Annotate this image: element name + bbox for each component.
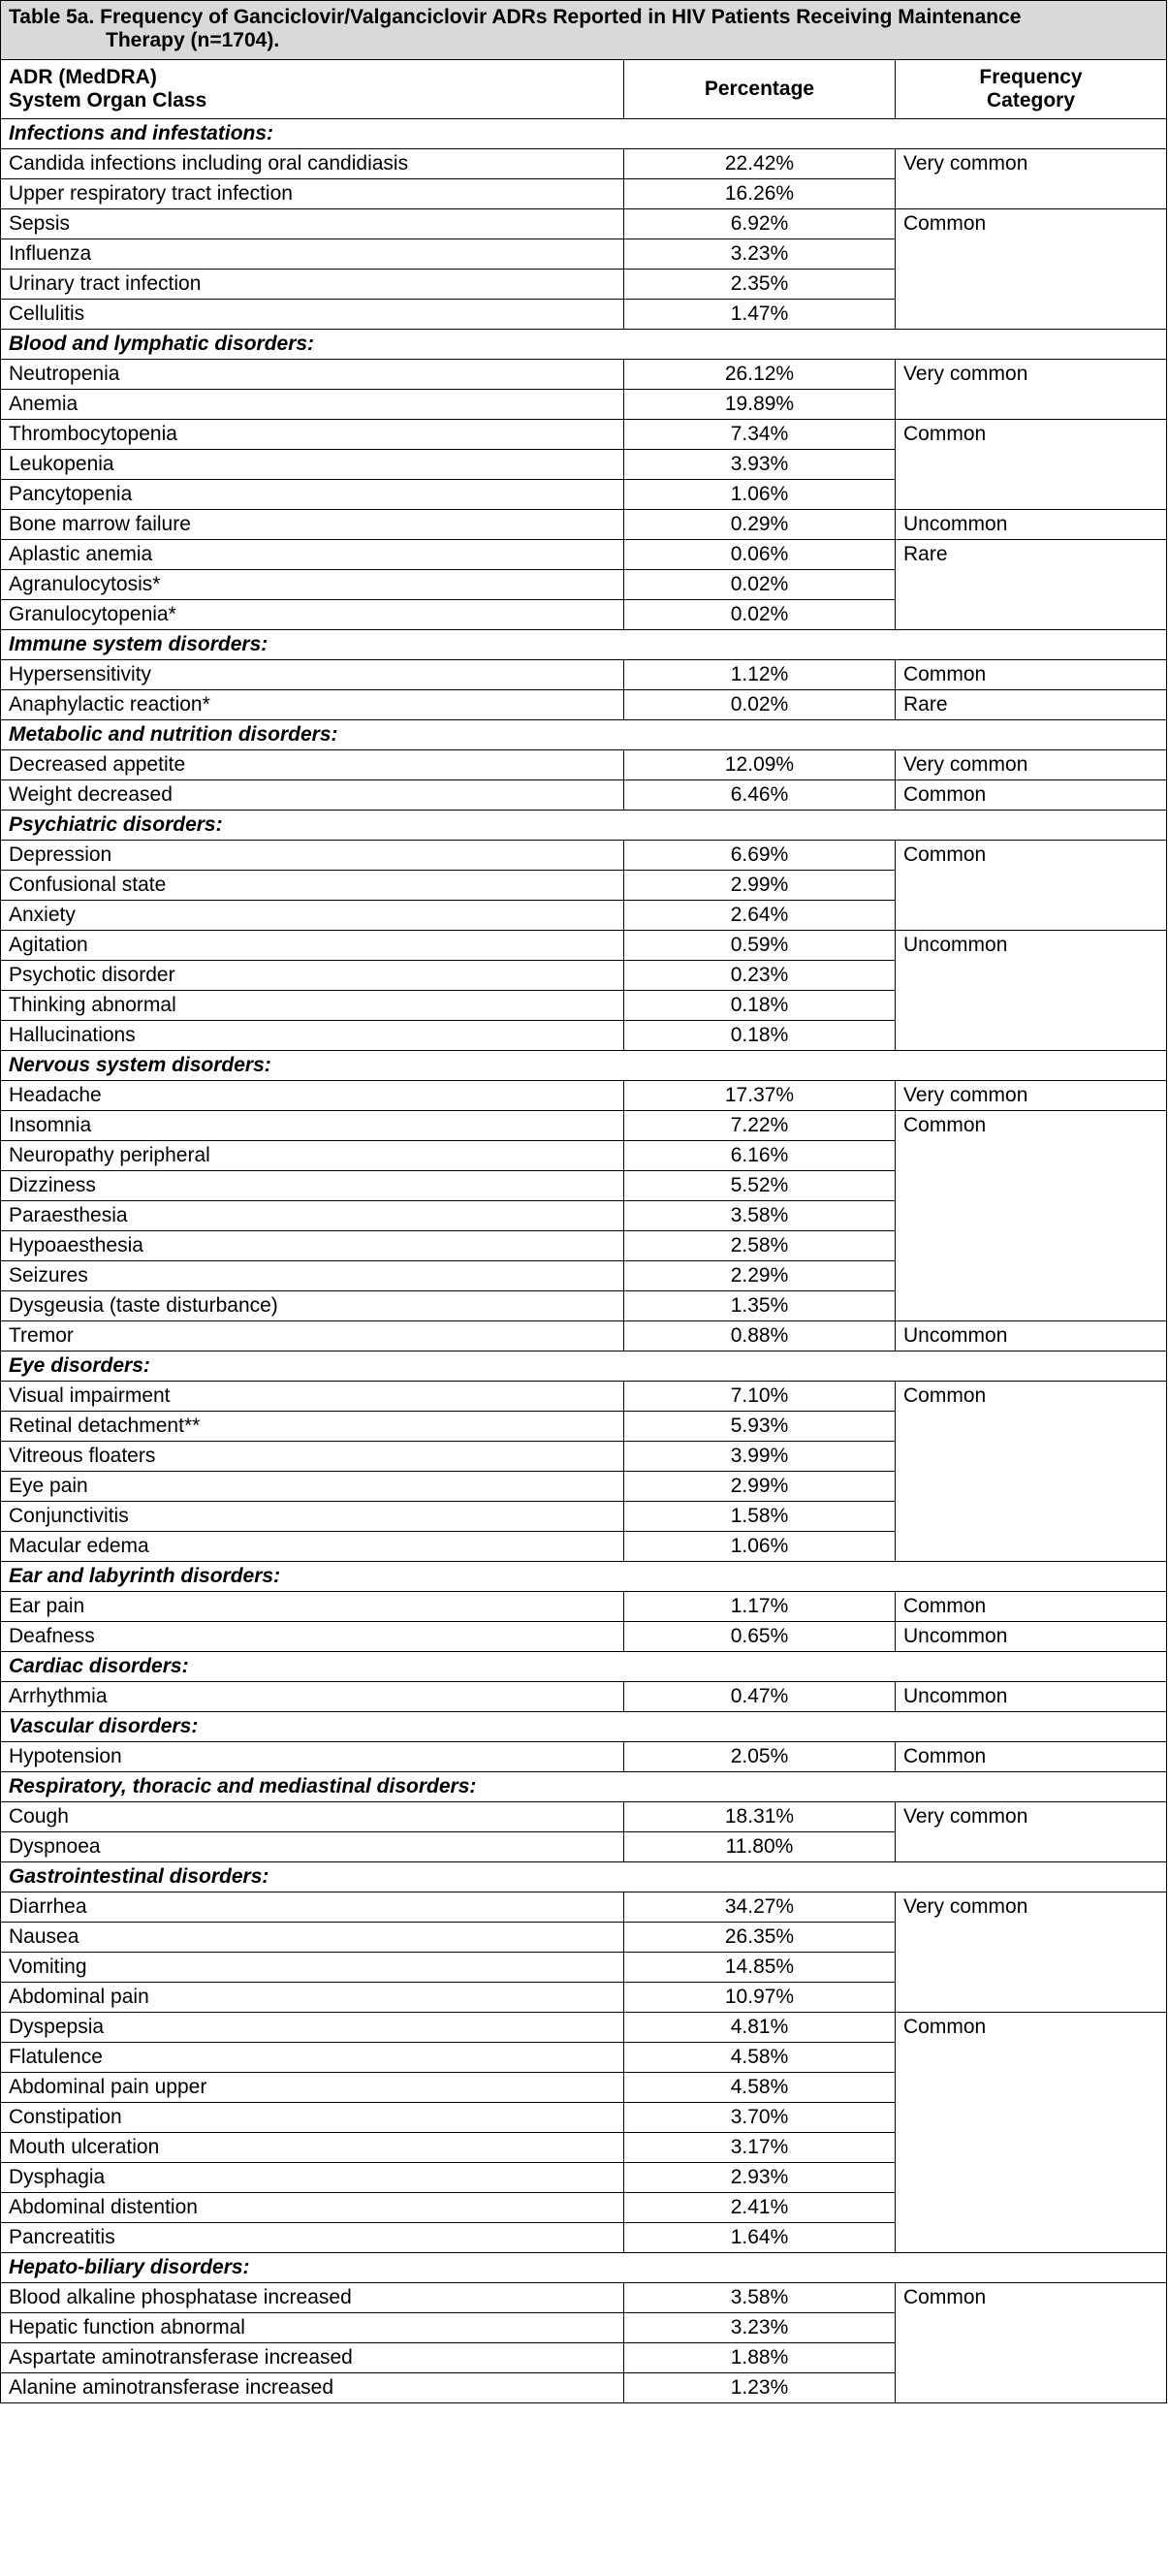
frequency-category-cell: Common — [896, 2283, 1167, 2403]
adr-name-cell: Diarrhea — [1, 1892, 624, 1923]
section-heading: Blood and lymphatic disorders: — [1, 330, 1167, 360]
frequency-category-cell: Common — [896, 841, 1167, 931]
percentage-cell: 6.69% — [624, 841, 896, 871]
frequency-category-cell: Common — [896, 1742, 1167, 1772]
section-heading: Metabolic and nutrition disorders: — [1, 720, 1167, 750]
frequency-category-cell: Uncommon — [896, 1682, 1167, 1712]
adr-name-cell: Agranulocytosis* — [1, 570, 624, 600]
frequency-category-cell: Rare — [896, 690, 1167, 720]
frequency-category-cell: Common — [896, 1382, 1167, 1562]
percentage-cell: 10.97% — [624, 1983, 896, 2013]
percentage-cell: 3.93% — [624, 450, 896, 480]
section-heading: Respiratory, thoracic and mediastinal disorders: — [1, 1772, 1167, 1802]
column-header-adr — [1, 60, 624, 119]
section-row — [1, 1562, 1167, 1592]
adr-name-cell: Hypotension — [1, 1742, 624, 1772]
adr-name-cell: Anemia — [1, 390, 624, 420]
section-row — [1, 1712, 1167, 1742]
section-row — [1, 119, 1167, 149]
adr-name-cell: Neuropathy peripheral — [1, 1141, 624, 1171]
section-heading: Cardiac disorders: — [1, 1652, 1167, 1682]
percentage-cell: 0.59% — [624, 931, 896, 961]
adr-name-cell: Dyspnoea — [1, 1832, 624, 1862]
section-row — [1, 2253, 1167, 2283]
adr-name-cell: Insomnia — [1, 1111, 624, 1141]
percentage-cell: 3.23% — [624, 2313, 896, 2343]
table-row — [1, 510, 1167, 540]
adr-name-cell: Abdominal distention — [1, 2193, 624, 2223]
frequency-category-cell: Uncommon — [896, 1321, 1167, 1352]
percentage-cell: 1.64% — [624, 2223, 896, 2253]
table-title-line-1: Table 5a. Frequency of Ganciclovir/Valganciclovir ADRs Reported in HIV Patients Receiving Maintenance — [9, 6, 1022, 28]
adr-name-cell: Hallucinations — [1, 1021, 624, 1051]
adr-name-cell: Eye pain — [1, 1472, 624, 1502]
adr-name-cell: Hepatic function abnormal — [1, 2313, 624, 2343]
section-heading: Eye disorders: — [1, 1352, 1167, 1382]
column-header-frequency-line-1: Frequency — [979, 66, 1083, 88]
percentage-cell: 17.37% — [624, 1081, 896, 1111]
adr-name-cell: Flatulence — [1, 2043, 624, 2073]
adr-name-cell: Aspartate aminotransferase increased — [1, 2343, 624, 2373]
percentage-cell: 11.80% — [624, 1832, 896, 1862]
percentage-cell: 4.58% — [624, 2073, 896, 2103]
percentage-cell: 0.02% — [624, 570, 896, 600]
table-row — [1, 1081, 1167, 1111]
percentage-cell: 5.52% — [624, 1171, 896, 1201]
percentage-cell: 3.17% — [624, 2133, 896, 2163]
adr-name-cell: Urinary tract infection — [1, 270, 624, 300]
percentage-cell: 0.02% — [624, 600, 896, 630]
section-row — [1, 811, 1167, 841]
section-heading: Hepato-biliary disorders: — [1, 2253, 1167, 2283]
table-row — [1, 1321, 1167, 1352]
adr-name-cell: Decreased appetite — [1, 750, 624, 780]
section-heading: Nervous system disorders: — [1, 1051, 1167, 1081]
frequency-category-cell: Very common — [896, 149, 1167, 209]
frequency-category-cell: Uncommon — [896, 510, 1167, 540]
percentage-cell: 2.41% — [624, 2193, 896, 2223]
percentage-cell: 5.93% — [624, 1412, 896, 1442]
adr-name-cell: Vitreous floaters — [1, 1442, 624, 1472]
adr-name-cell: Candida infections including oral candidiasis — [1, 149, 624, 179]
section-row — [1, 630, 1167, 660]
adr-name-cell: Upper respiratory tract infection — [1, 179, 624, 209]
table-row — [1, 360, 1167, 390]
percentage-cell: 6.16% — [624, 1141, 896, 1171]
table-row — [1, 1382, 1167, 1412]
adr-name-cell: Mouth ulceration — [1, 2133, 624, 2163]
frequency-category-cell: Common — [896, 2013, 1167, 2253]
section-heading: Ear and labyrinth disorders: — [1, 1562, 1167, 1592]
adr-name-cell: Pancreatitis — [1, 2223, 624, 2253]
percentage-cell: 0.47% — [624, 1682, 896, 1712]
frequency-category-cell: Very common — [896, 1802, 1167, 1862]
table-row — [1, 690, 1167, 720]
adr-name-cell: Abdominal pain upper — [1, 2073, 624, 2103]
percentage-cell: 12.09% — [624, 750, 896, 780]
frequency-category-cell: Common — [896, 209, 1167, 330]
adr-name-cell: Ear pain — [1, 1592, 624, 1622]
percentage-cell: 1.06% — [624, 1532, 896, 1562]
section-row — [1, 1772, 1167, 1802]
column-header-adr-line-2: System Organ Class — [9, 89, 207, 111]
table-row — [1, 149, 1167, 179]
frequency-category-cell: Uncommon — [896, 931, 1167, 1051]
percentage-cell: 2.05% — [624, 1742, 896, 1772]
table-row — [1, 420, 1167, 450]
percentage-cell: 2.29% — [624, 1261, 896, 1291]
percentage-cell: 1.88% — [624, 2343, 896, 2373]
table-row — [1, 1682, 1167, 1712]
adr-name-cell: Leukopenia — [1, 450, 624, 480]
adr-name-cell: Paraesthesia — [1, 1201, 624, 1231]
adr-name-cell: Dyspepsia — [1, 2013, 624, 2043]
percentage-cell: 2.99% — [624, 871, 896, 901]
adr-name-cell: Deafness — [1, 1622, 624, 1652]
table-title-row — [1, 1, 1167, 60]
adr-name-cell: Vomiting — [1, 1953, 624, 1983]
percentage-cell: 0.23% — [624, 961, 896, 991]
adr-name-cell: Cough — [1, 1802, 624, 1832]
adr-name-cell: Arrhythmia — [1, 1682, 624, 1712]
section-row — [1, 330, 1167, 360]
section-heading: Vascular disorders: — [1, 1712, 1167, 1742]
percentage-cell: 1.12% — [624, 660, 896, 690]
column-header-frequency-line-2: Category — [986, 89, 1076, 111]
section-heading: Immune system disorders: — [1, 630, 1167, 660]
adr-name-cell: Headache — [1, 1081, 624, 1111]
percentage-cell: 3.58% — [624, 2283, 896, 2313]
frequency-category-cell: Very common — [896, 360, 1167, 420]
adr-name-cell: Dizziness — [1, 1171, 624, 1201]
adr-name-cell: Confusional state — [1, 871, 624, 901]
percentage-cell: 1.06% — [624, 480, 896, 510]
section-row — [1, 1862, 1167, 1892]
adr-name-cell: Nausea — [1, 1923, 624, 1953]
table-row — [1, 1622, 1167, 1652]
percentage-cell: 14.85% — [624, 1953, 896, 1983]
percentage-cell: 3.58% — [624, 1201, 896, 1231]
table-title — [1, 1, 1167, 60]
adr-name-cell: Alanine aminotransferase increased — [1, 2373, 624, 2403]
percentage-cell: 2.93% — [624, 2163, 896, 2193]
percentage-cell: 3.99% — [624, 1442, 896, 1472]
adr-name-cell: Aplastic anemia — [1, 540, 624, 570]
percentage-cell: 4.81% — [624, 2013, 896, 2043]
table-row — [1, 1742, 1167, 1772]
column-header-adr-line-1: ADR (MedDRA) — [9, 66, 157, 88]
adr-name-cell: Anaphylactic reaction* — [1, 690, 624, 720]
percentage-cell: 1.58% — [624, 1502, 896, 1532]
frequency-category-cell: Very common — [896, 1081, 1167, 1111]
percentage-cell: 26.35% — [624, 1923, 896, 1953]
percentage-cell: 4.58% — [624, 2043, 896, 2073]
percentage-cell: 2.58% — [624, 1231, 896, 1261]
section-heading: Infections and infestations: — [1, 119, 1167, 149]
column-header-frequency — [896, 60, 1167, 119]
percentage-cell: 0.02% — [624, 690, 896, 720]
percentage-cell: 6.92% — [624, 209, 896, 239]
frequency-category-cell: Common — [896, 1592, 1167, 1622]
table-body — [1, 119, 1167, 2403]
section-row — [1, 1352, 1167, 1382]
section-row — [1, 720, 1167, 750]
frequency-category-cell: Common — [896, 420, 1167, 510]
adr-name-cell: Anxiety — [1, 901, 624, 931]
frequency-category-cell: Rare — [896, 540, 1167, 630]
percentage-cell: 19.89% — [624, 390, 896, 420]
section-heading: Gastrointestinal disorders: — [1, 1862, 1167, 1892]
percentage-cell: 0.06% — [624, 540, 896, 570]
percentage-cell: 7.10% — [624, 1382, 896, 1412]
table-row — [1, 1111, 1167, 1141]
adr-name-cell: Constipation — [1, 2103, 624, 2133]
section-row — [1, 1652, 1167, 1682]
adr-name-cell: Dysgeusia (taste disturbance) — [1, 1291, 624, 1321]
frequency-category-cell: Very common — [896, 750, 1167, 780]
adr-name-cell: Cellulitis — [1, 300, 624, 330]
adr-name-cell: Weight decreased — [1, 780, 624, 811]
table-row — [1, 1802, 1167, 1832]
frequency-category-cell: Common — [896, 1111, 1167, 1321]
percentage-cell: 0.65% — [624, 1622, 896, 1652]
frequency-category-cell: Very common — [896, 1892, 1167, 2013]
percentage-cell: 34.27% — [624, 1892, 896, 1923]
percentage-cell: 1.17% — [624, 1592, 896, 1622]
adr-name-cell: Hypersensitivity — [1, 660, 624, 690]
table-row — [1, 2013, 1167, 2043]
percentage-cell: 2.64% — [624, 901, 896, 931]
percentage-cell: 0.88% — [624, 1321, 896, 1352]
adr-name-cell: Depression — [1, 841, 624, 871]
percentage-cell: 7.22% — [624, 1111, 896, 1141]
adr-name-cell: Granulocytopenia* — [1, 600, 624, 630]
percentage-cell: 2.99% — [624, 1472, 896, 1502]
adr-name-cell: Psychotic disorder — [1, 961, 624, 991]
adr-name-cell: Tremor — [1, 1321, 624, 1352]
adr-name-cell: Visual impairment — [1, 1382, 624, 1412]
section-heading: Psychiatric disorders: — [1, 811, 1167, 841]
table-row — [1, 540, 1167, 570]
adr-name-cell: Pancytopenia — [1, 480, 624, 510]
adr-name-cell: Thinking abnormal — [1, 991, 624, 1021]
table-title-line-2: Therapy (n=1704). — [106, 29, 280, 51]
percentage-cell: 7.34% — [624, 420, 896, 450]
table-row — [1, 1592, 1167, 1622]
table-row — [1, 750, 1167, 780]
percentage-cell: 16.26% — [624, 179, 896, 209]
percentage-cell: 0.18% — [624, 991, 896, 1021]
percentage-cell: 22.42% — [624, 149, 896, 179]
percentage-cell: 1.47% — [624, 300, 896, 330]
adr-name-cell: Thrombocytopenia — [1, 420, 624, 450]
frequency-category-cell: Common — [896, 660, 1167, 690]
adr-name-cell: Macular edema — [1, 1532, 624, 1562]
percentage-cell: 6.46% — [624, 780, 896, 811]
section-row — [1, 1051, 1167, 1081]
percentage-cell: 0.29% — [624, 510, 896, 540]
column-header-percentage: Percentage — [624, 60, 896, 119]
adr-name-cell: Dysphagia — [1, 2163, 624, 2193]
adr-name-cell: Retinal detachment** — [1, 1412, 624, 1442]
adr-name-cell: Hypoaesthesia — [1, 1231, 624, 1261]
percentage-cell: 26.12% — [624, 360, 896, 390]
table-row — [1, 780, 1167, 811]
percentage-cell: 3.23% — [624, 239, 896, 270]
adr-name-cell: Influenza — [1, 239, 624, 270]
table-row — [1, 2283, 1167, 2313]
frequency-category-cell: Uncommon — [896, 1622, 1167, 1652]
table-row — [1, 209, 1167, 239]
adr-name-cell: Abdominal pain — [1, 1983, 624, 2013]
table-row — [1, 1892, 1167, 1923]
adr-name-cell: Agitation — [1, 931, 624, 961]
frequency-category-cell: Common — [896, 780, 1167, 811]
percentage-cell: 2.35% — [624, 270, 896, 300]
table-row — [1, 841, 1167, 871]
table-row — [1, 660, 1167, 690]
table-row — [1, 931, 1167, 961]
adr-name-cell: Bone marrow failure — [1, 510, 624, 540]
adr-name-cell: Conjunctivitis — [1, 1502, 624, 1532]
percentage-cell: 1.35% — [624, 1291, 896, 1321]
percentage-cell: 18.31% — [624, 1802, 896, 1832]
percentage-cell: 0.18% — [624, 1021, 896, 1051]
adr-name-cell: Neutropenia — [1, 360, 624, 390]
adr-name-cell: Sepsis — [1, 209, 624, 239]
percentage-cell: 1.23% — [624, 2373, 896, 2403]
column-header-row — [1, 60, 1167, 119]
adr-name-cell: Blood alkaline phosphatase increased — [1, 2283, 624, 2313]
percentage-cell: 3.70% — [624, 2103, 896, 2133]
adr-name-cell: Seizures — [1, 1261, 624, 1291]
